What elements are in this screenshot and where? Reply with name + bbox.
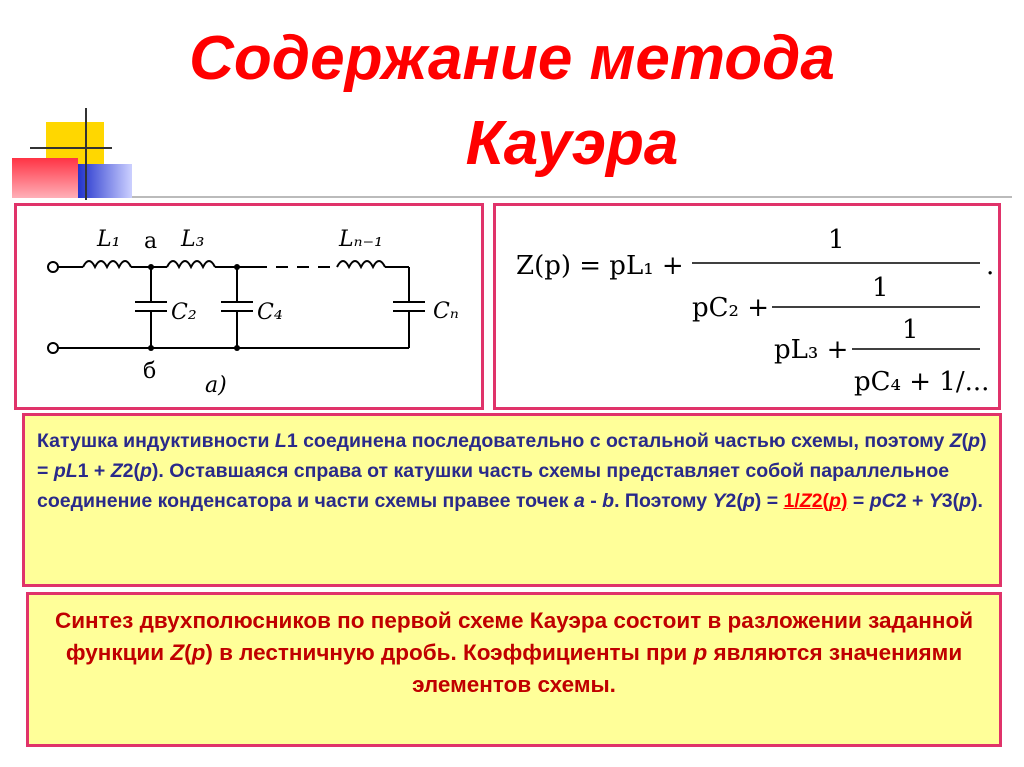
info-italic: p bbox=[742, 490, 755, 512]
highlight-inverse-impedance bbox=[784, 490, 848, 512]
label-C2: C₂ bbox=[171, 300, 197, 325]
info-italic: p bbox=[139, 460, 152, 482]
label-a: a bbox=[144, 229, 158, 254]
info-text: 1 соединена последовательно с остальной частью схемы, поэтому bbox=[286, 430, 950, 452]
synthesis-text: ) в лестничную дробь. Коэффициенты при bbox=[205, 640, 694, 665]
circuit-panel bbox=[14, 203, 484, 410]
label-L1: L₁ bbox=[97, 227, 121, 252]
info-italic: pC bbox=[869, 490, 896, 512]
info-text: 3( bbox=[941, 490, 960, 512]
ladder-circuit-diagram bbox=[17, 206, 481, 407]
info-text-red: 1/ bbox=[783, 490, 800, 512]
info-text: ) = bbox=[37, 430, 987, 482]
info-text: 1 + bbox=[77, 460, 111, 482]
info-text: 2( bbox=[122, 460, 140, 482]
slide-title-line2: Кауэра bbox=[465, 109, 679, 178]
info-italic: a bbox=[573, 490, 585, 512]
formula-numerator-1: 1 bbox=[828, 225, 845, 255]
info-text: 2( bbox=[725, 490, 743, 512]
formula-panel bbox=[493, 203, 1001, 410]
formula-numerator-3: 1 bbox=[902, 315, 919, 345]
formula-lhs: Z(p) = pL₁ + bbox=[516, 251, 684, 281]
info-italic-red: Z bbox=[799, 490, 812, 512]
formula-denominator-1: pC₂ + bbox=[692, 293, 770, 323]
info-text: Катушка индуктивности bbox=[37, 430, 275, 452]
node-a-dot bbox=[148, 264, 154, 270]
info-text-red: 2( bbox=[811, 490, 830, 512]
info-italic: pL bbox=[53, 460, 78, 482]
figure-label: а) bbox=[205, 373, 227, 398]
continued-fraction-formula bbox=[496, 206, 998, 407]
info-text: ). Оставшаяся справа от катушки часть схемы представляет собой параллельное соединение конденсатора и части схемы правее точек bbox=[37, 460, 950, 512]
explanation-box bbox=[22, 413, 1002, 587]
info-text: - bbox=[584, 490, 603, 512]
info-text: = bbox=[847, 490, 870, 512]
synthesis-italic: p bbox=[693, 640, 708, 665]
label-C4: C₄ bbox=[257, 300, 283, 325]
info-italic: Y bbox=[928, 490, 942, 512]
slide-title-line1: Содержание метода bbox=[189, 24, 835, 93]
info-text-red: ) bbox=[840, 490, 848, 512]
label-Cn: Cₙ bbox=[433, 299, 459, 324]
node-dot bbox=[234, 345, 240, 351]
synthesis-text: ( bbox=[184, 640, 192, 665]
node-dot bbox=[234, 264, 240, 270]
synthesis-italic: p bbox=[191, 640, 206, 665]
info-italic: Z bbox=[949, 430, 962, 452]
formula-period: . bbox=[986, 251, 995, 281]
info-text: . Поэтому bbox=[614, 490, 713, 512]
label-b: б bbox=[143, 359, 157, 384]
info-italic: p bbox=[959, 490, 972, 512]
synthesis-box bbox=[26, 592, 1002, 747]
label-L3: L₃ bbox=[181, 227, 205, 252]
node-b-dot bbox=[148, 345, 154, 351]
synthesis-text: являются значениями элементов схемы. bbox=[412, 640, 963, 697]
info-text: ) = bbox=[754, 490, 784, 512]
formula-denominator-2: pL₃ + bbox=[774, 335, 849, 365]
info-text: ). bbox=[971, 490, 983, 512]
synthesis-text: Синтез двухполюсников по первой схеме Кауэра состоит в разложении заданной функции bbox=[54, 608, 974, 665]
info-italic: Y bbox=[712, 490, 726, 512]
synthesis-italic: Z bbox=[170, 640, 185, 665]
info-italic: Z bbox=[110, 460, 123, 482]
info-text: 2 + bbox=[895, 490, 929, 512]
decor-rule-line bbox=[132, 196, 1012, 198]
info-text: ( bbox=[961, 430, 969, 452]
info-italic: b bbox=[602, 490, 615, 512]
info-italic: L bbox=[274, 430, 287, 452]
info-italic: p bbox=[968, 430, 981, 452]
formula-numerator-2: 1 bbox=[872, 273, 889, 303]
label-Ln-1: Lₙ₋₁ bbox=[339, 227, 383, 252]
formula-denominator-3: pC₄ + 1/... bbox=[854, 367, 990, 397]
info-italic-red: p bbox=[829, 490, 841, 512]
